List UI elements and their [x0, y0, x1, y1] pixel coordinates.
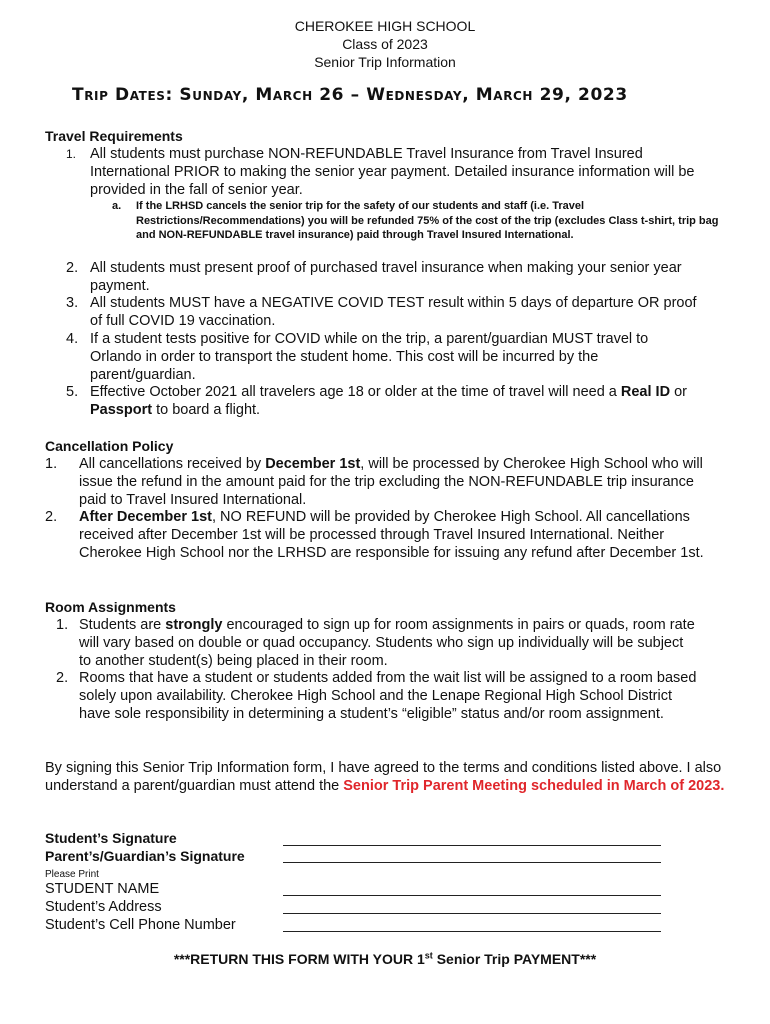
please-print-note: Please Print	[45, 869, 99, 880]
school-name: CHEROKEE HIGH SCHOOL	[294, 18, 476, 34]
document-header	[0, 17, 770, 71]
room-assignments-title: Room Assignments	[45, 599, 176, 615]
parent-signature-label: Parent’s/Guardian’s Signature	[45, 848, 245, 864]
cancellation-policy-title: Cancellation Policy	[45, 438, 174, 454]
student-signature-label: Student’s Signature	[45, 830, 177, 846]
student-phone-line[interactable]	[283, 931, 661, 932]
document-page: CHEROKEE HIGH SCHOOL Class of 2023 Senior Trip Information Trip Dates: Sunday, March 26 – Wednesday, March 29, 2023 Travel Requirements 1. All students must purchase NON-REFUNDABLE Travel Insurance from Travel Insured International PRIOR to making the senior year payment. Detailed insurance information will be provided in the fall of senior year. a. If the LRHSD cancels the senior trip for the safety of our students and staff (i.e. Travel Restrictions/Recommendations) you will be refunded 75% of the cost of the trip (excludes Class t-shirt, trip bag and NON-REFUNDABLE travel insurance) paid through Travel Insured International. 2. All students must present proof of purchased travel insurance when making your senior year payment. 3. All students MUST have a NEGATIVE COVID TEST result within 5 days of departure OR proof of full COVID 19 vaccination. 4. If a student tests positive for COVID while on the trip, a parent/guardian MUST travel to Orlando in order to transport the student home. This cost will be incurred by the parent/guardian. 5. Effective October 2021 all travelers age 18 or older at the time of travel will need a Real ID or Passport to board a flight. Cancellation Policy 1. All cancellations received by December 1st, will be processed by Cherokee High School who will issue the refund in the amount paid for the trip excluding the NON-REFUNDABLE trip insurance paid to Travel Insured International. 2. After December 1st, NO REFUND will be provided by Cherokee High School. All cancellations received after December 1st will be processed through Travel Insured International. Neither Cherokee High School nor the LRHSD are responsible for issuing any refund after December 1st. Room Assignments 1. Students are strongly encouraged to sign up for room assignments in pairs or quads, room rate will vary based on double or quad occupancy. Students who sign up individually will be subject to another student(s) being placed in their room. 2. Rooms that have a student or students added from the wait list will be assigned to a room based solely upon availability. Cherokee High School and the Lenape Regional High School District have sole responsibility in determining a student’s “eligible” status and/or room assignment. By signing this Senior Trip Information form, I have agreed to the terms and conditions listed above. I also understand a parent/guardian must attend the Senior Trip Parent Meeting scheduled in March of 2023. Student’s Signature Parent’s/Guardian’s Signature Please Print STUDENT NAME Student’s Address Student’s Cell Phone Number ***RETURN THIS FORM WITH YOUR 1st Senior Trip PAYMENT***	[0, 0, 770, 1024]
student-name-line[interactable]	[283, 895, 661, 896]
parent-signature-line[interactable]	[283, 862, 661, 863]
student-phone-label: Student’s Cell Phone Number	[45, 917, 236, 933]
travel-requirements-title: Travel Requirements	[45, 128, 183, 144]
student-signature-line[interactable]	[283, 845, 661, 846]
trip-dates-heading: Trip Dates: Sunday, March 26 – Wednesday, March 29, 2023	[72, 85, 628, 105]
student-name-label: STUDENT NAME	[45, 881, 160, 897]
return-form-notice: ***RETURN THIS FORM WITH YOUR 1st Senior Trip PAYMENT***	[173, 950, 597, 967]
class-of: Class of 2023	[342, 36, 428, 52]
agreement-paragraph: By signing this Senior Trip Information form, I have agreed to the terms and conditions listed above. I also understand a parent/guardian must attend the Senior Trip Parent Meeting scheduled in March of 2023.	[45, 760, 725, 794]
parent-meeting-notice: Senior Trip Parent Meeting scheduled in March of 2023	[343, 778, 721, 794]
document-subtitle: Senior Trip Information	[314, 54, 456, 70]
student-address-line[interactable]	[283, 913, 661, 914]
student-address-label: Student’s Address	[45, 899, 162, 915]
